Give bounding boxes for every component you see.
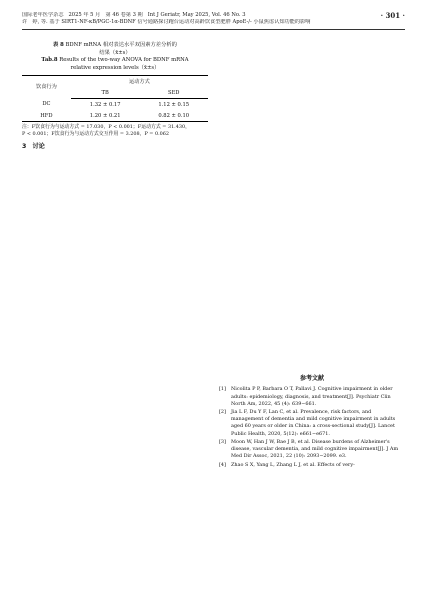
text-line	[22, 153, 208, 162]
text-line	[22, 354, 208, 363]
table-8-label-en: Tab.8	[41, 57, 58, 63]
text-line	[219, 206, 405, 215]
text-line	[219, 351, 405, 360]
text-line	[219, 133, 405, 142]
text-line	[219, 69, 405, 78]
text-line	[22, 272, 208, 281]
text-line	[219, 169, 405, 178]
table-8-note	[22, 124, 208, 138]
text-line	[22, 381, 208, 390]
table-group-header: 运动方式	[71, 76, 208, 88]
text-line	[219, 251, 405, 260]
left-body-text	[22, 153, 208, 453]
right-column	[219, 42, 405, 470]
text-line	[219, 260, 405, 269]
text-line	[219, 324, 405, 333]
text-line	[219, 106, 405, 115]
reference-item	[219, 462, 405, 469]
text-line	[219, 51, 405, 60]
table-col-tb: TB	[71, 87, 140, 99]
table-8-title-en-2: relative expression levels（x̄±s）	[70, 64, 160, 71]
references-list	[219, 386, 405, 468]
text-line	[219, 188, 405, 197]
text-line	[219, 233, 405, 242]
text-line	[22, 363, 208, 372]
text-line	[219, 42, 405, 51]
text-line	[22, 254, 208, 263]
page-number: · 301 ·	[380, 11, 405, 20]
table-8	[22, 75, 208, 122]
text-line	[22, 426, 208, 435]
table-8-caption	[22, 42, 208, 72]
table-row-header: 饮食行为	[22, 76, 71, 99]
table-row	[22, 99, 208, 111]
reference-number: [4]	[219, 461, 226, 468]
text-line	[22, 390, 208, 399]
table-col-sed: SED	[139, 87, 208, 99]
table-8-label-cn: 表 8	[53, 42, 64, 48]
text-line	[219, 269, 405, 278]
text-line	[22, 226, 208, 235]
body-paragraph	[219, 333, 405, 369]
text-line	[22, 244, 208, 253]
reference-number: [2]	[219, 409, 226, 416]
text-line	[219, 278, 405, 287]
running-head-article: 许 婷, 等. 基于 SIRT1-NF-κB/PGC-1α-BDNF 信号通路探讨跑台运动对高龄饮食型肥胖 ApoE-/- 小鼠焦虑认知功能的影响	[22, 19, 311, 25]
text-line	[219, 288, 405, 297]
text-line	[22, 190, 208, 199]
text-line	[22, 317, 208, 326]
issue-cn: 2025 年 5 月 第 46 卷第 3 期	[68, 12, 143, 18]
text-line	[219, 215, 405, 224]
text-line	[219, 142, 405, 151]
reference-number: [3]	[219, 438, 226, 445]
text-line	[22, 263, 208, 272]
text-line	[22, 290, 208, 299]
body-paragraph	[219, 169, 405, 333]
reference-number: [1]	[219, 386, 226, 393]
section-heading: 3 讨论	[22, 143, 45, 151]
table-cell-sed: 1.12 ± 0.15	[158, 101, 190, 108]
table-8-title-cn-2: 结果（x̄±s）	[99, 49, 131, 56]
table-8-title-en: Results of the two-way ANOVA for BDNF mRNA	[59, 57, 189, 63]
text-line	[22, 199, 208, 208]
text-line	[219, 115, 405, 124]
reference-text: Zhao S X, Yang L, Zhang L J, et al. Effects of very-	[231, 461, 355, 468]
table-8-title-cn: BDNF mRNA 相对表达水平双因素方差分析的	[65, 42, 177, 48]
text-line	[219, 78, 405, 87]
body-paragraph	[22, 399, 208, 454]
body-paragraph	[22, 317, 208, 399]
text-line	[22, 308, 208, 317]
text-line	[22, 326, 208, 335]
text-line	[219, 315, 405, 324]
text-line	[219, 97, 405, 106]
reference-item	[219, 439, 405, 461]
journal-title-en: Int J Geriatr, May 2025, Vol. 46 No. 3	[147, 12, 246, 18]
text-line	[219, 60, 405, 69]
text-line	[219, 333, 405, 342]
text-line	[219, 124, 405, 133]
text-line	[219, 306, 405, 315]
table-cell-tb: 1.20 ± 0.21	[71, 110, 140, 122]
text-line	[22, 399, 208, 408]
text-line	[219, 342, 405, 351]
table-8-note-line: 注：F饮食行为与运动方式 = 17.030，P < 0.001；F运动方式 = 31.430，	[22, 124, 190, 131]
text-line	[219, 197, 405, 206]
table-cell-label: DC	[42, 101, 51, 108]
text-line	[22, 417, 208, 426]
table-row	[22, 110, 208, 122]
text-line	[22, 335, 208, 344]
text-line	[22, 408, 208, 417]
text-line	[219, 87, 405, 96]
text-line	[219, 224, 405, 233]
body-paragraph	[219, 42, 405, 169]
text-line	[22, 299, 208, 308]
text-line	[219, 360, 405, 369]
table-cell-sed: 0.82 ± 0.10	[139, 110, 208, 122]
text-line	[219, 151, 405, 160]
journal-title-cn: 国际老年医学杂志	[22, 12, 64, 18]
text-line	[219, 178, 405, 187]
table-cell-label: HFD	[22, 110, 71, 122]
text-line	[22, 217, 208, 226]
text-line	[22, 372, 208, 381]
running-head	[22, 12, 405, 30]
reference-text: Nicolita P P, Barbara O T, Pallavi J. Cognitive impairment in older adults: epidemiology, diagnosis, and treatment[J]. Psychiatr Clin North Am, 2022, 45 (4): 639−661.	[231, 386, 393, 407]
references-title: 参考文献	[299, 375, 324, 383]
text-line	[22, 181, 208, 190]
body-paragraph	[22, 153, 208, 317]
text-line	[22, 235, 208, 244]
text-line	[22, 163, 208, 172]
text-line	[219, 297, 405, 306]
text-line	[22, 208, 208, 217]
running-head-journal	[22, 12, 405, 19]
reference-text: Moon W, Han J W, Bae J B, et al. Disease burdens of Alzheimer's disease, vascular dementia, and mild cognitive impairment[J]. J Am Med Dir Assoc, 2021, 22 (10): 2093−2099. e3.	[231, 438, 399, 460]
table-cell-tb: 1.32 ± 0.17	[89, 101, 121, 108]
text-line	[219, 160, 405, 169]
reference-item	[219, 409, 405, 438]
text-line	[22, 281, 208, 290]
text-line	[22, 444, 208, 453]
text-line	[22, 172, 208, 181]
right-body-text	[219, 42, 405, 369]
text-line	[219, 242, 405, 251]
left-column	[22, 42, 208, 454]
table-8-note-line: P < 0.001；F饮食行为与运动方式交互作用 = 3.208，P = 0.062	[22, 131, 169, 138]
text-line	[22, 435, 208, 444]
reference-text: Jia L F, Du Y F, Lan C, et al. Prevalence, risk factors, and management of dementia and mild cognitive impairment in adults aged 60 years or older in China: a cross-sectional study[J]. Lancet Public Health, 2020, 5(12): e661−e671.	[231, 409, 396, 437]
reference-item	[219, 386, 405, 408]
text-line	[22, 344, 208, 353]
